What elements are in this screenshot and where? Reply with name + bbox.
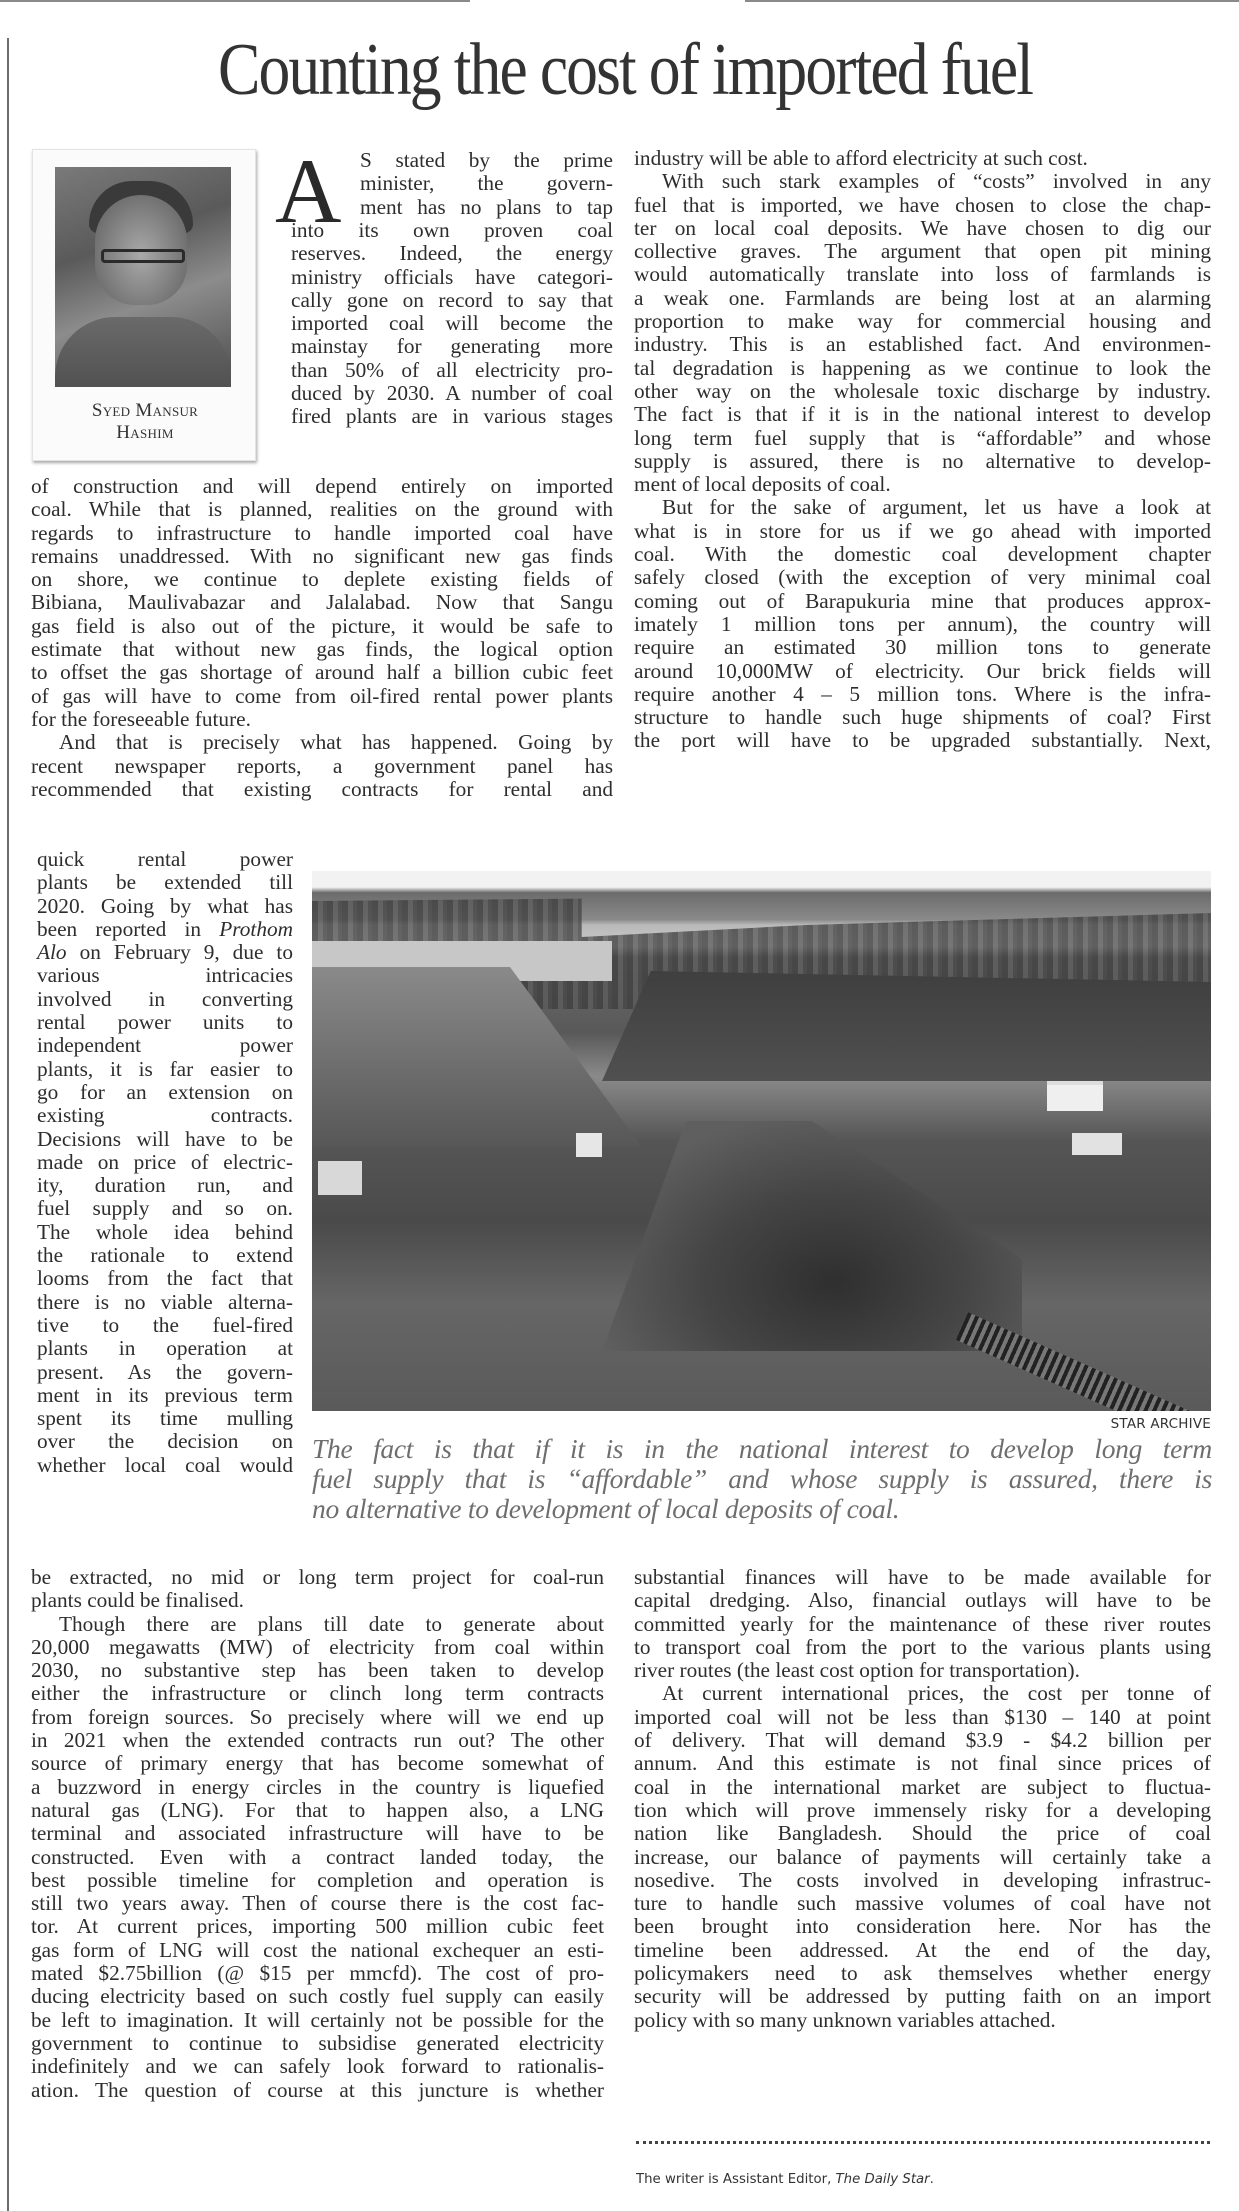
- column-1-narrow: [37, 848, 293, 1477]
- author-photo: [55, 167, 231, 387]
- text-line: on shore, we continue to deplete existing fields of: [31, 567, 613, 592]
- author-box: [32, 149, 256, 461]
- text-line: to transport coal from the port to the various plants using: [634, 1634, 1211, 1659]
- text-line: to offset the gas shortage of around half a billion cubic feet: [31, 660, 613, 685]
- paragraph: [31, 1613, 604, 2102]
- text-line: cally gone on record to say that: [291, 287, 613, 312]
- text-line: The fact is that if it is in the national interest to develop: [634, 402, 1211, 427]
- pull-quote: [312, 1434, 1212, 1524]
- text-line: committed yearly for the maintenance of these river routes: [634, 1611, 1211, 1636]
- column-1-intro: [360, 149, 613, 219]
- text-line: ministry officials have categori-: [291, 264, 613, 289]
- photo-credit: STAR ARCHIVE: [1110, 1416, 1211, 1432]
- left-column-rule: [7, 38, 9, 2211]
- author-name-line: Syed Mansur: [91, 400, 199, 421]
- text-line: industry will be able to afford electricity at such cost.: [634, 146, 1088, 170]
- text-line: plants, it is far easier to: [37, 1056, 293, 1081]
- text-line: either the infrastructure or clinch long term contracts: [31, 1681, 604, 1706]
- text-line: spent its time mulling: [37, 1406, 293, 1431]
- text-line: collective graves. The argument that open pit mining: [634, 239, 1211, 264]
- text-line: supply is assured, there is no alternative to develop-: [634, 448, 1211, 473]
- text-line: ity, duration run, and: [37, 1173, 293, 1198]
- text-line: ture to handle such massive volumes of coal have not: [634, 1891, 1211, 1916]
- paragraph: [634, 1566, 1211, 1682]
- text-line: gas form of LNG will cost the national exchequer an esti-: [31, 1937, 604, 1962]
- text-line: structure to handle such huge shipments of coal? First: [634, 705, 1211, 730]
- text-line: independent power: [37, 1033, 293, 1058]
- text-line: At current international prices, the cost per tonne of: [662, 1681, 1211, 1706]
- text-line: imported coal will become the: [291, 311, 613, 336]
- text-line: from foreign sources. So precisely where will we end up: [31, 1704, 604, 1729]
- column-1-intro-continued: [291, 219, 613, 429]
- text-line: of construction and will depend entirely on imported: [31, 474, 613, 498]
- column-2-bottom: [634, 1566, 1211, 2032]
- text-line: 20,000 megawatts (MW) of electricity from coal within: [31, 1634, 604, 1659]
- text-line: be left to imagination. It will certainly not be possible for the: [31, 2007, 604, 2032]
- text-line: been reported in Prothom: [37, 916, 293, 941]
- text-line: coming out of Barapukuria mine that produces approx-: [634, 588, 1211, 613]
- text-line: other way on the wholesale toxic discharge by industry.: [634, 378, 1211, 403]
- text-line: Alo on February 9, due to: [37, 940, 293, 965]
- text-line: present. As the govern-: [37, 1359, 293, 1384]
- text-line: natural gas (LNG). For that to happen also, a LNG: [31, 1797, 604, 1822]
- text-line: plants in operation at: [37, 1336, 293, 1361]
- dotted-divider: [636, 2141, 1210, 2144]
- text-line: been brought into consideration here. Nor has the: [634, 1914, 1211, 1939]
- text-line: nation like Bangladesh. Should the price of coal: [634, 1821, 1211, 1846]
- text-line: whether local coal would: [37, 1452, 293, 1477]
- text-line: best possible timeline for completion and operation is: [31, 1867, 604, 1892]
- paragraph: [634, 1682, 1211, 2031]
- coal-yard-photo: [312, 871, 1211, 1411]
- text-line: 2020. Going by what has: [37, 893, 293, 918]
- text-line: minister, the govern-: [360, 171, 613, 196]
- column-1-body: [31, 475, 613, 801]
- text-line: coal. With the domestic coal development chapter: [634, 542, 1211, 567]
- text-line: plants could be finalised.: [31, 1588, 244, 1613]
- text-line: With such stark examples of “costs” involved in any: [662, 169, 1211, 194]
- pull-quote-line: The fact is that if it is in the national interest to develop long term: [312, 1433, 1212, 1464]
- text-line: annum. And this estimate is not final since prices of: [634, 1751, 1211, 1776]
- text-line: policymakers need to ask themselves whether energy: [634, 1961, 1211, 1986]
- text-line: recommended that existing contracts for rental and: [31, 776, 613, 801]
- text-line: regards to infrastructure to handle imported coal have: [31, 520, 613, 545]
- text-line: safely closed (with the exception of very minimal coal: [634, 565, 1211, 590]
- text-line: constructed. Even with a contract landed today, the: [31, 1844, 604, 1869]
- text-line: fuel that is imported, we have chosen to close the chap-: [634, 192, 1211, 217]
- text-line: than 50% of all electricity pro-: [291, 357, 613, 382]
- text-line: still two years away. Then of course there is the cost fac-: [31, 1891, 604, 1916]
- paragraph: [634, 147, 1211, 170]
- text-line: Though there are plans till date to generate about: [59, 1611, 604, 1636]
- text-line: And that is precisely what has happened. Going by: [59, 730, 613, 755]
- text-line: of delivery. That will demand $3.9 - $4.2 billion per: [634, 1728, 1211, 1753]
- text-line: The whole idea behind: [37, 1219, 293, 1244]
- text-line: in 2021 when the extended contracts run out? The other: [31, 1728, 604, 1753]
- text-line: coal. While that is planned, realities on the ground with: [31, 497, 613, 522]
- text-line: policy with so many unknown variables attached.: [634, 2007, 1056, 2032]
- text-line: fired plants are in various stages: [291, 404, 613, 429]
- text-line: there is no viable alterna-: [37, 1289, 293, 1314]
- text-line: the port will have to be upgraded substantially. Next,: [634, 728, 1211, 753]
- text-line: gas field is also out of the picture, it would be safe to: [31, 613, 613, 638]
- text-line: what is in store for us if we go ahead with imported: [634, 518, 1211, 543]
- text-line: existing contracts.: [37, 1103, 293, 1128]
- text-line: involved in converting: [37, 986, 293, 1011]
- text-line: plants be extended till: [37, 870, 293, 895]
- text-line: proportion to make way for commercial housing and: [634, 309, 1211, 334]
- column-2-body: [634, 147, 1211, 753]
- text-line: recent newspaper reports, a government panel has: [31, 753, 613, 778]
- text-line: nosedive. The costs involved in developing infrastruc-: [634, 1867, 1211, 1892]
- text-line: remains unaddressed. With no significant new gas finds: [31, 543, 613, 568]
- text-line: around 10,000MW of electricity. Our brick fields will: [634, 658, 1211, 683]
- pull-quote-line: no alternative to development of local deposits of coal.: [312, 1493, 900, 1524]
- text-line: increase, our balance of payments will certainly take a: [634, 1844, 1211, 1869]
- text-line: require another 4 – 5 million tons. Where is the infra-: [634, 681, 1211, 706]
- text-line: would automatically translate into loss of farmlands is: [634, 262, 1211, 287]
- text-line: looms from the fact that: [37, 1266, 293, 1291]
- paragraph: [634, 496, 1211, 752]
- paragraph: [37, 848, 293, 1477]
- text-line: ment has no plans to tap: [360, 194, 613, 219]
- publication-name: The Daily Star: [835, 2172, 930, 2187]
- text-line: over the decision on: [37, 1429, 293, 1454]
- paragraph: [634, 170, 1211, 496]
- text-line: made on price of electric-: [37, 1149, 293, 1174]
- text-line: industry. This is an established fact. And environmen-: [634, 332, 1211, 357]
- drop-cap: A: [275, 140, 342, 242]
- paragraph: [31, 475, 613, 731]
- text-line: require an estimated 30 million tons to generate: [634, 635, 1211, 660]
- text-line: into its own proven coal: [291, 218, 613, 242]
- text-line: fuel supply and so on.: [37, 1196, 293, 1221]
- pull-quote-line: fuel supply that is “affordable” and whose supply is assured, there is: [312, 1463, 1212, 1494]
- text-line: estimate that without new gas finds, the logical option: [31, 637, 613, 662]
- text-line: ment of local deposits of coal.: [634, 472, 891, 497]
- text-line: river routes (the least cost option for transportation).: [634, 1658, 1080, 1683]
- text-line: government to continue to subsidise generated electricity: [31, 2030, 604, 2055]
- text-line: a buzzword in energy circles in the country is liquefied: [31, 1774, 604, 1799]
- text-line: ment in its previous term: [37, 1382, 293, 1407]
- text-line: source of primary energy that has become somewhat of: [31, 1751, 604, 1776]
- text-line: But for the sake of argument, let us have a look at: [662, 495, 1211, 520]
- text-line: mated $2.75billion (@ $15 per mmcfd). The cost of pro-: [31, 1961, 604, 1986]
- text-line: long term fuel supply that is “affordable” and whose: [634, 425, 1211, 450]
- text-line: imported coal will not be less than $130 – 140 at point: [634, 1704, 1211, 1729]
- text-line: a weak one. Farmlands are being lost at an alarming: [634, 285, 1211, 310]
- text-line: security will be addressed by putting faith on an import: [634, 1984, 1211, 2009]
- author-byline: [33, 400, 257, 444]
- writer-note: [636, 2172, 1210, 2187]
- text-line: indefinitely and we can safely look forward to rationalis-: [31, 2054, 604, 2079]
- writer-note-suffix: .: [929, 2172, 934, 2187]
- text-line: of gas will have to come from oil-fired rental power plants: [31, 683, 613, 708]
- top-rule: [0, 0, 470, 2]
- text-line: quick rental power: [37, 847, 293, 871]
- text-line: capital dredging. Also, financial outlays will have to be: [634, 1588, 1211, 1613]
- text-line: for the foreseeable future.: [31, 706, 251, 731]
- text-line: ation. The question of course at this juncture is whether: [31, 2077, 604, 2102]
- text-line: be extracted, no mid or long term project for coal-run: [31, 1565, 604, 1589]
- writer-note-prefix: The writer is Assistant Editor,: [636, 2172, 836, 2187]
- text-line: coal in the international market are subject to fluctua-: [634, 1774, 1211, 1799]
- text-line: tal degradation is happening as we continue to look the: [634, 355, 1211, 380]
- headline: Counting the cost of imported fuel: [217, 29, 1033, 111]
- text-line: imately 1 million tons per annum), the country will: [634, 611, 1211, 636]
- text-line: Decisions will have to be: [37, 1126, 293, 1151]
- text-line: reserves. Indeed, the energy: [291, 241, 613, 266]
- paragraph: [31, 1566, 604, 1613]
- text-line: 2030, no substantive step has been taken to develop: [31, 1658, 604, 1683]
- paragraph: [31, 731, 613, 801]
- text-line: go for an extension on: [37, 1079, 293, 1104]
- text-line: Bibiana, Maulivabazar and Jalalabad. Now that Sangu: [31, 590, 613, 615]
- text-line: various intricacies: [37, 963, 293, 988]
- text-line: terminal and associated infrastructure will have to be: [31, 1821, 604, 1846]
- text-line: the rationale to extend: [37, 1243, 293, 1268]
- text-line: tor. At current prices, importing 500 million cubic feet: [31, 1914, 604, 1939]
- text-line: duced by 2030. A number of coal: [291, 381, 613, 406]
- text-line: ducing electricity based on such costly fuel supply can easily: [31, 1984, 604, 2009]
- text-line: S stated by the prime: [360, 148, 613, 172]
- text-line: rental power units to: [37, 1010, 293, 1035]
- text-line: timeline been addressed. At the end of the day,: [634, 1937, 1211, 1962]
- top-rule: [745, 0, 1239, 2]
- text-line: substantial finances will have to be made available for: [634, 1565, 1211, 1589]
- text-line: ter on local coal deposits. We have chosen to dig our: [634, 215, 1211, 240]
- text-line: tive to the fuel-fired: [37, 1312, 293, 1337]
- author-name-line: Hashim: [116, 422, 174, 443]
- column-1-bottom: [31, 1566, 604, 2102]
- text-line: mainstay for generating more: [291, 334, 613, 359]
- text-line: tion which will prove immensely risky for a developing: [634, 1797, 1211, 1822]
